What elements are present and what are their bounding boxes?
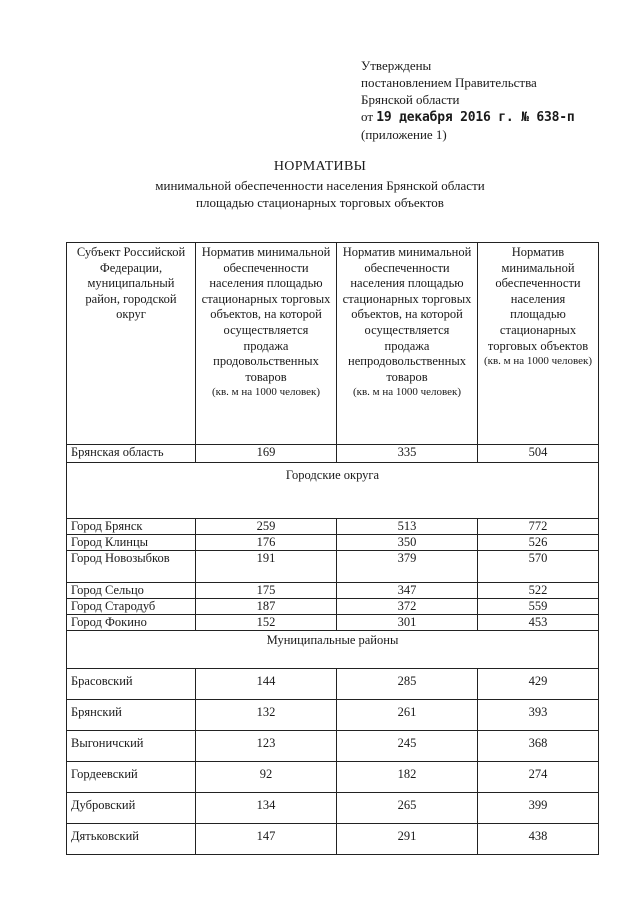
cell-food: 132: [196, 700, 337, 731]
cell-nonfood: 513: [337, 519, 478, 535]
cell-total: 368: [478, 731, 599, 762]
cell-nonfood: 350: [337, 535, 478, 551]
cell-name: Дятьковский: [67, 824, 196, 855]
table-row: [67, 599, 599, 615]
cell-food: 134: [196, 793, 337, 824]
cell-nonfood: 285: [337, 669, 478, 700]
cell-name: Дубровский: [67, 793, 196, 824]
cell-total: 453: [478, 615, 599, 631]
table-header-row: [67, 243, 599, 445]
table-row: [67, 669, 599, 700]
header-nonfood: Норматив минимальной обеспеченности населения площадью стационарных торговых объектов, на которой осуществляется продажа непродовольственных товаров (кв. м на 1000 человек): [337, 243, 478, 445]
section-row-cities: [67, 463, 599, 519]
cell-nonfood: 379: [337, 551, 478, 583]
table-row: [67, 793, 599, 824]
table-row: [67, 762, 599, 793]
header-food: Норматив минимальной обеспеченности населения площадью стационарных торговых объектов, на которой осуществляется продажа продовольственных товаров (кв. м на 1000 человек): [196, 243, 337, 445]
cell-food: 144: [196, 669, 337, 700]
cell-food: 147: [196, 824, 337, 855]
cell-name: Брянская область: [67, 445, 196, 463]
table-row: [67, 731, 599, 762]
cell-nonfood: 335: [337, 445, 478, 463]
cell-name: Гордеевский: [67, 762, 196, 793]
norms-table: [66, 242, 599, 855]
cell-food: 191: [196, 551, 337, 583]
approval-stamp: [361, 57, 575, 143]
header-total-unit: (кв. м на 1000 человек): [483, 355, 593, 368]
table-row: [67, 535, 599, 551]
approval-date-line: [361, 108, 575, 126]
cell-total: 570: [478, 551, 599, 583]
cell-total: 526: [478, 535, 599, 551]
cell-total: 399: [478, 793, 599, 824]
cell-food: 169: [196, 445, 337, 463]
cell-name: Город Клинцы: [67, 535, 196, 551]
cell-name: Город Новозыбков: [67, 551, 196, 583]
cell-food: 259: [196, 519, 337, 535]
approval-line-2: постановлением Правительства: [361, 75, 537, 90]
cell-total: 274: [478, 762, 599, 793]
handwritten-date: 19 декабря 2016 г. № 638-п: [376, 110, 575, 125]
table-row: [67, 615, 599, 631]
cell-nonfood: 245: [337, 731, 478, 762]
title-main: НОРМАТИВЫ: [273, 159, 367, 174]
table-row-region-total: [67, 445, 599, 463]
document-title: [0, 158, 640, 211]
cell-name: Город Фокино: [67, 615, 196, 631]
cell-food: 175: [196, 583, 337, 599]
section-title-districts: Муниципальные районы: [67, 631, 599, 669]
cell-nonfood: 182: [337, 762, 478, 793]
cell-nonfood: 291: [337, 824, 478, 855]
cell-name: Выгоничский: [67, 731, 196, 762]
cell-nonfood: 261: [337, 700, 478, 731]
cell-name: Брянский: [67, 700, 196, 731]
cell-nonfood: 301: [337, 615, 478, 631]
cell-food: 187: [196, 599, 337, 615]
table-row: [67, 824, 599, 855]
table-row: [67, 700, 599, 731]
cell-total: 559: [478, 599, 599, 615]
cell-name: Город Брянск: [67, 519, 196, 535]
cell-food: 176: [196, 535, 337, 551]
cell-food: 123: [196, 731, 337, 762]
table-row: [67, 551, 599, 583]
section-row-districts: [67, 631, 599, 669]
cell-nonfood: 265: [337, 793, 478, 824]
cell-nonfood: 372: [337, 599, 478, 615]
appendix-note: (приложение 1): [361, 127, 447, 142]
table-row: [67, 519, 599, 535]
cell-nonfood: 347: [337, 583, 478, 599]
cell-food: 152: [196, 615, 337, 631]
header-total: Норматив минимальной обеспеченности населения площадью стационарных торговых объектов (кв. м на 1000 человек): [478, 243, 599, 445]
cell-name: Город Стародуб: [67, 599, 196, 615]
cell-total: 438: [478, 824, 599, 855]
cell-name: Город Сельцо: [67, 583, 196, 599]
cell-total: 429: [478, 669, 599, 700]
table-row: [67, 583, 599, 599]
approval-line-1: Утверждены: [361, 58, 432, 73]
cell-total: 772: [478, 519, 599, 535]
header-nonfood-unit: (кв. м на 1000 человек): [352, 386, 462, 399]
cell-total: 522: [478, 583, 599, 599]
cell-total: 393: [478, 700, 599, 731]
title-sub-1: минимальной обеспеченности населения Брянской области: [155, 178, 485, 193]
title-sub-2: площадью стационарных торговых объектов: [196, 195, 444, 210]
header-food-unit: (кв. м на 1000 человек): [211, 386, 321, 399]
header-subject: Субъект Российской Федерации, муниципальный район, городской округ: [67, 243, 196, 445]
cell-total: 504: [478, 445, 599, 463]
cell-food: 92: [196, 762, 337, 793]
cell-name: Брасовский: [67, 669, 196, 700]
date-prefix: от: [361, 109, 374, 124]
approval-line-3: Брянской области: [361, 92, 460, 107]
section-title-cities: Городские округа: [67, 463, 599, 519]
